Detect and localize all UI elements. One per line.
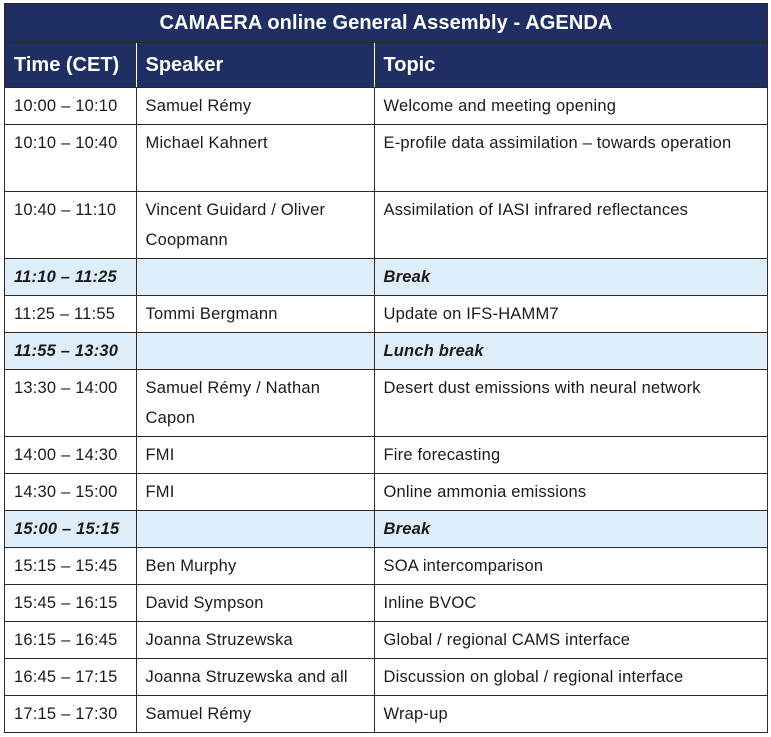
speaker-cell <box>136 511 374 548</box>
break-row <box>5 333 767 370</box>
column-header-time: Time (CET) <box>5 43 136 88</box>
speaker-cell <box>136 259 374 296</box>
agenda-title: CAMAERA online General Assembly - AGENDA <box>5 4 767 43</box>
break-row <box>5 259 767 296</box>
table-row <box>5 548 767 585</box>
topic-cell: Desert dust emissions with neural network <box>374 370 767 437</box>
time-cell: 11:55 – 13:30 <box>5 333 136 370</box>
table-row <box>5 659 767 696</box>
agenda-table <box>5 43 767 732</box>
topic-cell: Online ammonia emissions <box>374 474 767 511</box>
speaker-cell: Tommi Bergmann <box>136 296 374 333</box>
time-cell: 11:10 – 11:25 <box>5 259 136 296</box>
topic-cell: Welcome and meeting opening <box>374 88 767 125</box>
speaker-cell: Joanna Struzewska and all <box>136 659 374 696</box>
table-row <box>5 585 767 622</box>
topic-cell: SOA intercomparison <box>374 548 767 585</box>
column-header-speaker: Speaker <box>136 43 374 88</box>
time-cell: 10:40 – 11:10 <box>5 192 136 259</box>
speaker-cell: FMI <box>136 474 374 511</box>
topic-cell: Update on IFS-HAMM7 <box>374 296 767 333</box>
time-cell: 10:00 – 10:10 <box>5 88 136 125</box>
topic-cell: Break <box>374 511 767 548</box>
table-row <box>5 370 767 437</box>
topic-cell: Inline BVOC <box>374 585 767 622</box>
topic-cell: Fire forecasting <box>374 437 767 474</box>
time-cell: 10:10 – 10:40 <box>5 125 136 192</box>
table-row <box>5 474 767 511</box>
time-cell: 14:00 – 14:30 <box>5 437 136 474</box>
topic-cell: E-profile data assimilation – towards operation <box>374 125 767 192</box>
table-row <box>5 296 767 333</box>
speaker-cell: Samuel Rémy <box>136 696 374 733</box>
table-row <box>5 437 767 474</box>
topic-cell: Lunch break <box>374 333 767 370</box>
time-cell: 15:00 – 15:15 <box>5 511 136 548</box>
column-header-topic: Topic <box>374 43 767 88</box>
time-cell: 14:30 – 15:00 <box>5 474 136 511</box>
table-row <box>5 192 767 259</box>
time-cell: 15:45 – 16:15 <box>5 585 136 622</box>
topic-cell: Assimilation of IASI infrared reflectances <box>374 192 767 259</box>
topic-cell: Break <box>374 259 767 296</box>
speaker-cell: Michael Kahnert <box>136 125 374 192</box>
break-row <box>5 511 767 548</box>
speaker-cell: David Sympson <box>136 585 374 622</box>
time-cell: 11:25 – 11:55 <box>5 296 136 333</box>
topic-cell: Wrap-up <box>383 705 448 723</box>
time-cell: 17:15 – 17:30 <box>5 696 136 733</box>
table-row <box>5 88 767 125</box>
topic-cell: Global / regional CAMS interface <box>374 622 767 659</box>
time-cell: 13:30 – 14:00 <box>5 370 136 437</box>
speaker-cell: Joanna Struzewska <box>136 622 374 659</box>
speaker-cell <box>136 333 374 370</box>
time-cell: 15:15 – 15:45 <box>5 548 136 585</box>
speaker-cell: Ben Murphy <box>136 548 374 585</box>
header-row <box>5 43 767 88</box>
speaker-cell: Samuel Rémy <box>136 88 374 125</box>
topic-cell: Discussion on global / regional interface <box>374 659 767 696</box>
speaker-cell: Samuel Rémy / Nathan Capon <box>136 370 374 437</box>
agenda-table-container <box>4 3 768 733</box>
speaker-cell: Vincent Guidard / Oliver Coopmann <box>136 192 374 259</box>
table-row <box>5 125 767 192</box>
speaker-cell: FMI <box>136 437 374 474</box>
table-row <box>5 622 767 659</box>
time-cell: 16:15 – 16:45 <box>5 622 136 659</box>
time-cell: 16:45 – 17:15 <box>5 659 136 696</box>
table-row <box>5 696 767 733</box>
